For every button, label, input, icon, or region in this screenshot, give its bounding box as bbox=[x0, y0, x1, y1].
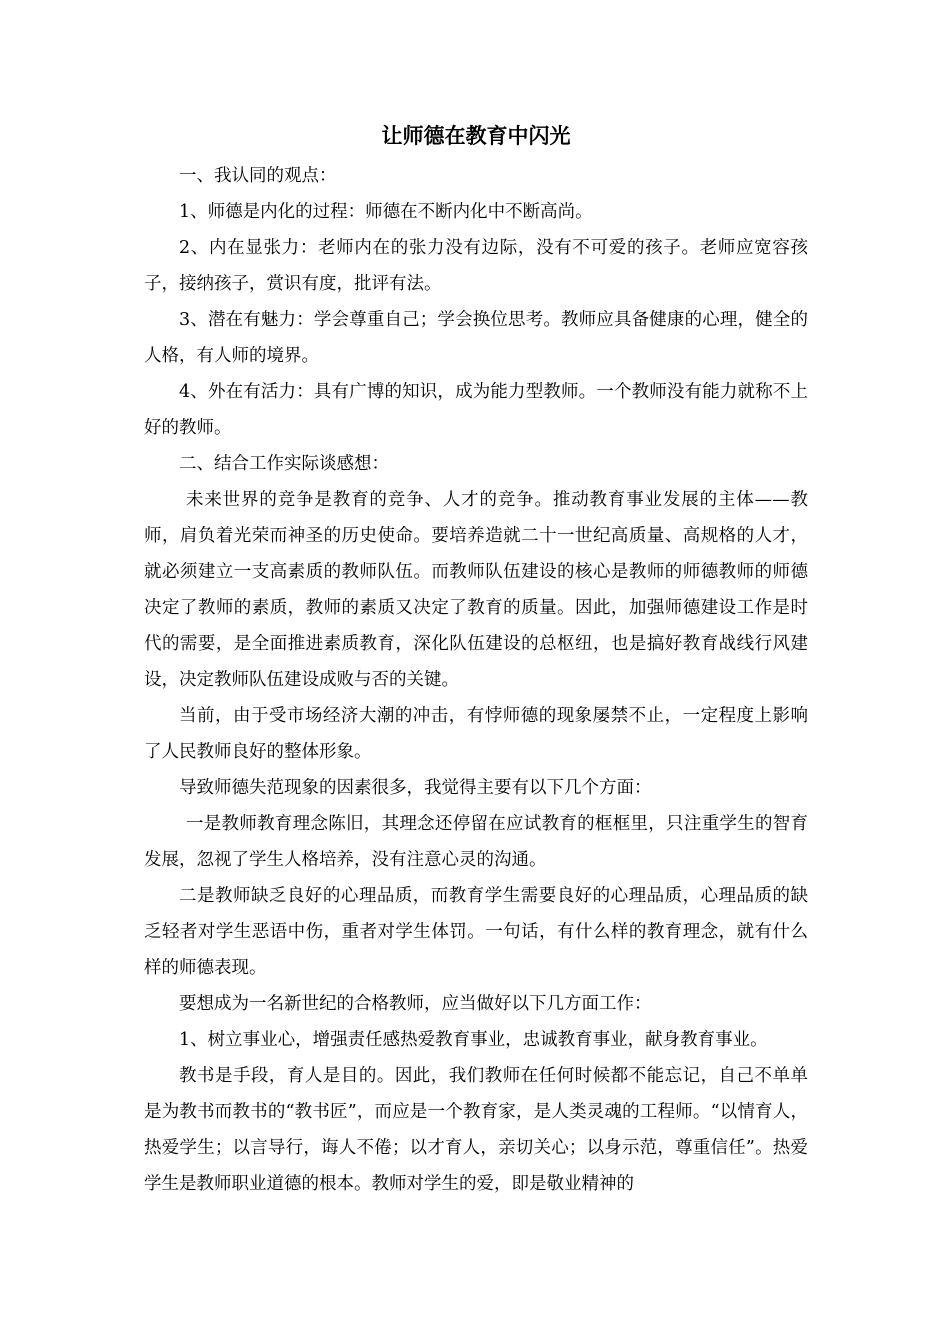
paragraph-teaching-purpose: 教书是手段，育人是目的。因此，我们教师在任何时候都不能忘记，自己不单单是为教书而教书的“教书匠”，而应是一个教育家，是人类灵魂的工程师。“以情育人，热爱学生；以言导行，诲人不倦；以才育人，亲切关心；以身示范，尊重信任”。热爱学生是教师职业道德的根本。教师对学生的爱，即是敬业精神的 bbox=[144, 1066, 808, 1194]
paragraph-causes-intro: 导致师德失范现象的因素很多，我觉得主要有以下几个方面： bbox=[179, 778, 652, 798]
paragraph-cause-one: 一是教师教育理念陈旧，其理念还停留在应试教育的框框里，只注重学生的智育发展，忽视了学生人格培养，没有注意心灵的沟通。 bbox=[144, 814, 808, 870]
paragraph-work-intro: 要想成为一名新世纪的合格教师，应当做好以下几方面工作： bbox=[179, 994, 652, 1014]
paragraph-point-3: 3、潜在有魅力：学会尊重自己；学会换位思考。教师应具备健康的心理，健全的人格，有人师的境界。 bbox=[144, 310, 808, 366]
paragraph-work-point-1: 1、树立事业心，增强责任感热爱教育事业，忠诚教育事业，献身教育事业。 bbox=[179, 1030, 768, 1050]
document-body bbox=[144, 118, 808, 1202]
paragraph-section-two-heading: 二、结合工作实际谈感想： bbox=[179, 454, 389, 474]
paragraph-section-one-heading: 一、我认同的观点： bbox=[179, 166, 337, 186]
paragraph-point-2: 2、内在显张力：老师内在的张力没有边际，没有不可爱的孩子。老师应宽容孩子，接纳孩子，赏识有度，批评有法。 bbox=[144, 238, 808, 294]
paragraph-point-1: 1、师德是内化的过程：师德在不断内化中不断高尚。 bbox=[179, 202, 593, 222]
paragraph-cause-two: 二是教师缺乏良好的心理品质，而教育学生需要良好的心理品质，心理品质的缺乏轻者对学生恶语中伤，重者对学生体罚。一句话，有什么样的教育理念，就有什么样的师德表现。 bbox=[144, 886, 808, 978]
paragraph-point-4: 4、外在有活力：具有广博的知识，成为能力型教师。一个教师没有能力就称不上好的教师。 bbox=[144, 382, 808, 438]
paragraph-current-situation: 当前，由于受市场经济大潮的冲击，有悖师德的现象屡禁不止，一定程度上影响了人民教师良好的整体形象。 bbox=[144, 706, 808, 762]
paragraph-future-competition: 未来世界的竞争是教育的竞争、人才的竞争。推动教育事业发展的主体——教师，肩负着光荣而神圣的历史使命。要培养造就二十一世纪高质量、高规格的人才，就必须建立一支高素质的教师队伍。而教师队伍建设的核心是教师的师德教师的师德决定了教师的素质，教师的素质又决定了教育的质量。因此，加强师德建设工作是时代的需要，是全面推进素质教育，深化队伍建设的总枢纽，也是搞好教育战线行风建设，决定教师队伍建设成败与否的关键。 bbox=[144, 490, 808, 690]
document-title: 让师德在教育中闪光 bbox=[381, 123, 571, 148]
